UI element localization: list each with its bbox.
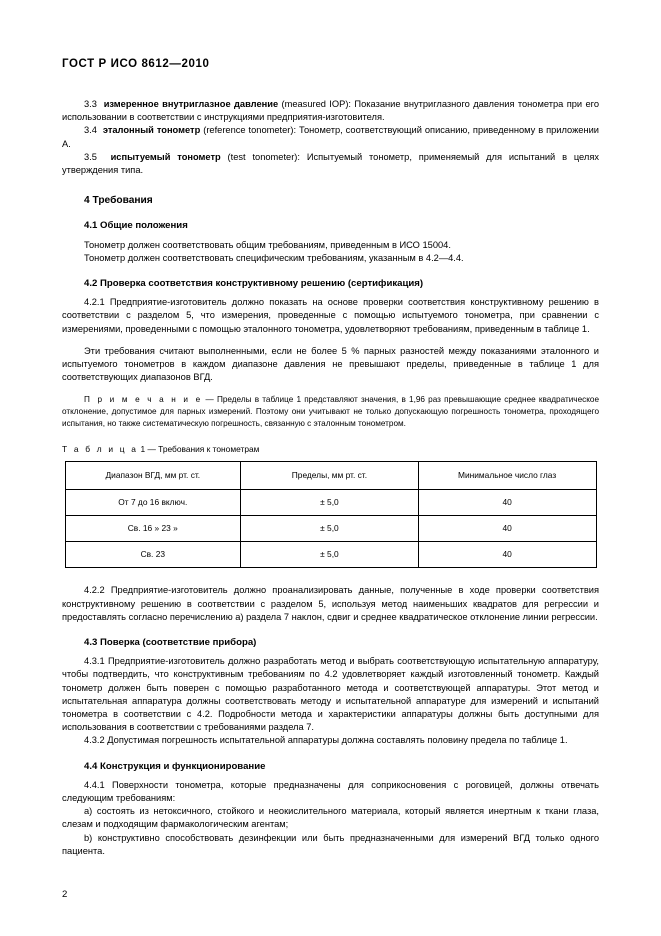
table-row [65,516,596,542]
table-cell: Св. 16 » 23 » [65,516,241,542]
table-caption-text: 1 — Требования к тонометрам [138,444,260,455]
definition-3-4 [62,124,599,150]
page-header: ГОСТ Р ИСО 8612—2010 [62,58,210,70]
table-header-cell: Пределы, мм рт. ст. [241,462,419,490]
definition-english: (measured IOP): [281,99,352,109]
section-4-1-paragraph-1: Тонометр должен соответствовать общим требованиям, приведенным в ИСО 15004. [84,239,451,250]
definition-english: (reference tonometer): [203,125,297,136]
table-cell: От 7 до 16 включ. [65,490,241,516]
requirements-table [65,461,597,568]
table-cell: ± 5,0 [241,490,419,516]
table-note [62,394,599,429]
section-4-1-paragraph-2: Тонометр должен соответствовать специфическим требованиям, указанным в 4.2—4.4. [84,252,464,263]
table-cell: 40 [418,516,596,542]
table-row [65,490,596,516]
definition-term: измеренное внутриглазное давление [103,99,279,109]
section-4-title: 4 Требования [84,195,153,207]
clause-4-4-1-item-b: b) конструктивно способствовать дезинфекции или быть предназначенными для измерений ВГД только одного пациента. [62,832,599,856]
table-header-cell: Диапазон ВГД, мм рт. ст. [65,462,241,490]
clause-4-3-2: 4.3.2 Допустимая погрешность испытательной аппаратуры должна составлять половину предела по таблице 1. [84,735,568,746]
definition-text: Показание внутриглазного давления тонометра при его использовании в соответствии с инструкциями предприятия-изготовителя. [62,99,599,123]
clause-4-2-1: 4.2.1 Предприятие-изготовитель должно показать на основе проверки соответствия конструктивному решению в соответствии с разделом 5, что измерения, проведенные с помощью испытуемого тонометра, при сравнении с измерениями, проведенными с помощью эталонного тонометра, удовлетворяют требованиям, приведенным в таблице 1. [62,297,599,334]
page-number: 2 [62,889,68,900]
note-label: П р и м е ч а н и е [84,395,203,405]
section-4-3-title: 4.3 Поверка (соответствие прибора) [84,637,257,649]
table-cell: Св. 23 [65,542,241,568]
note-text: — Пределы в таблице 1 представляют значения, в 1,96 раз превышающие среднее квадратическое отклонение, допустимое для парных измерений. Поэтому они учитывают не только допускающую погрешность тонометра, проходящего испытания, но также систематическую погрешность, связанную с эталонным тонометром. [62,395,599,428]
definition-3-5 [62,151,599,177]
table-row [65,542,596,568]
definition-number: 3.4 [84,125,97,136]
definition-number: 3.3 [84,99,97,109]
clause-4-2-1-paragraph-2: Эти требования считают выполненными, если не более 5 % парных разностей между показаниями эталонного и испытуемого тонометров в каждом диапазоне давления не превышают пределы, приведенные в таблице 1 для соответствующих диапазонов ВГД. [62,345,599,383]
definition-english: (test tonometer): [227,151,300,162]
document-body [62,98,599,858]
definition-text: Тонометр, соответствующий описанию, приведенному в приложении А. [62,125,599,149]
section-4-2-title: 4.2 Проверка соответствия конструктивному решению (сертификация) [84,278,424,290]
clause-4-2-2: 4.2.2 Предприятие-изготовитель должно проанализировать данные, полученные в ходе проверки соответствия конструктивному решению в соответствии с разделом 5, используя метод наименьших квадратов для регрессии и предоставлять согласно перечислению а) раздела 7 наклон, сдвиг и среднее квадратическое отклонение линии регрессии. [62,585,599,622]
section-4-4-title: 4.4 Конструкция и функционирование [84,760,266,772]
section-4-1-title: 4.1 Общие положения [84,220,188,232]
table-caption [62,443,599,456]
table-caption-label: Т а б л и ц а [62,444,139,455]
definition-number: 3.5 [84,151,97,162]
table-cell: 40 [418,490,596,516]
clause-4-3-1: 4.3.1 Предприятие-изготовитель должно разработать метод и выбрать соответствующую испытательную аппаратуру, чтобы подтвердить, что конструктивным требованиям по 4.2 удовлетворяет каждый изготовленный тонометр. Каждый тонометр должен быть поверен с помощью разработанного метода и соответствующей аппаратуры. Этот метод и испытательная аппаратура должны соответствовать методу и испытательной аппаратуре для измерений и испытаний тонометра в соответствии с 4.2. Подробности метода и характеристики аппаратуры должны быть доступными для использования в соответствии с требованиями раздела 7. [62,656,599,733]
clause-4-4-1-item-a: a) состоять из нетоксичного, стойкого и неокислительного материала, который является инертным к ткани глаза, слезам и подходящим фармакологическим агентам; [62,806,599,830]
table-header-cell: Минимальное число глаз [418,462,596,490]
definition-text: Испытуемый тонометр, применяемый для испытаний в целях утверждения типа. [62,151,600,176]
definition-3-3 [62,98,599,124]
clause-4-4-1: 4.4.1 Поверхности тонометра, которые предназначены для соприкосновения с роговицей, должны отвечать следующим требованиям: [62,779,599,804]
definition-term: испытуемый тонометр [110,151,221,162]
table-cell: 40 [418,542,596,568]
table-cell: ± 5,0 [241,542,419,568]
table-header-row [65,462,596,490]
definition-term: эталонный тонометр [102,125,201,136]
table-cell: ± 5,0 [241,516,419,542]
